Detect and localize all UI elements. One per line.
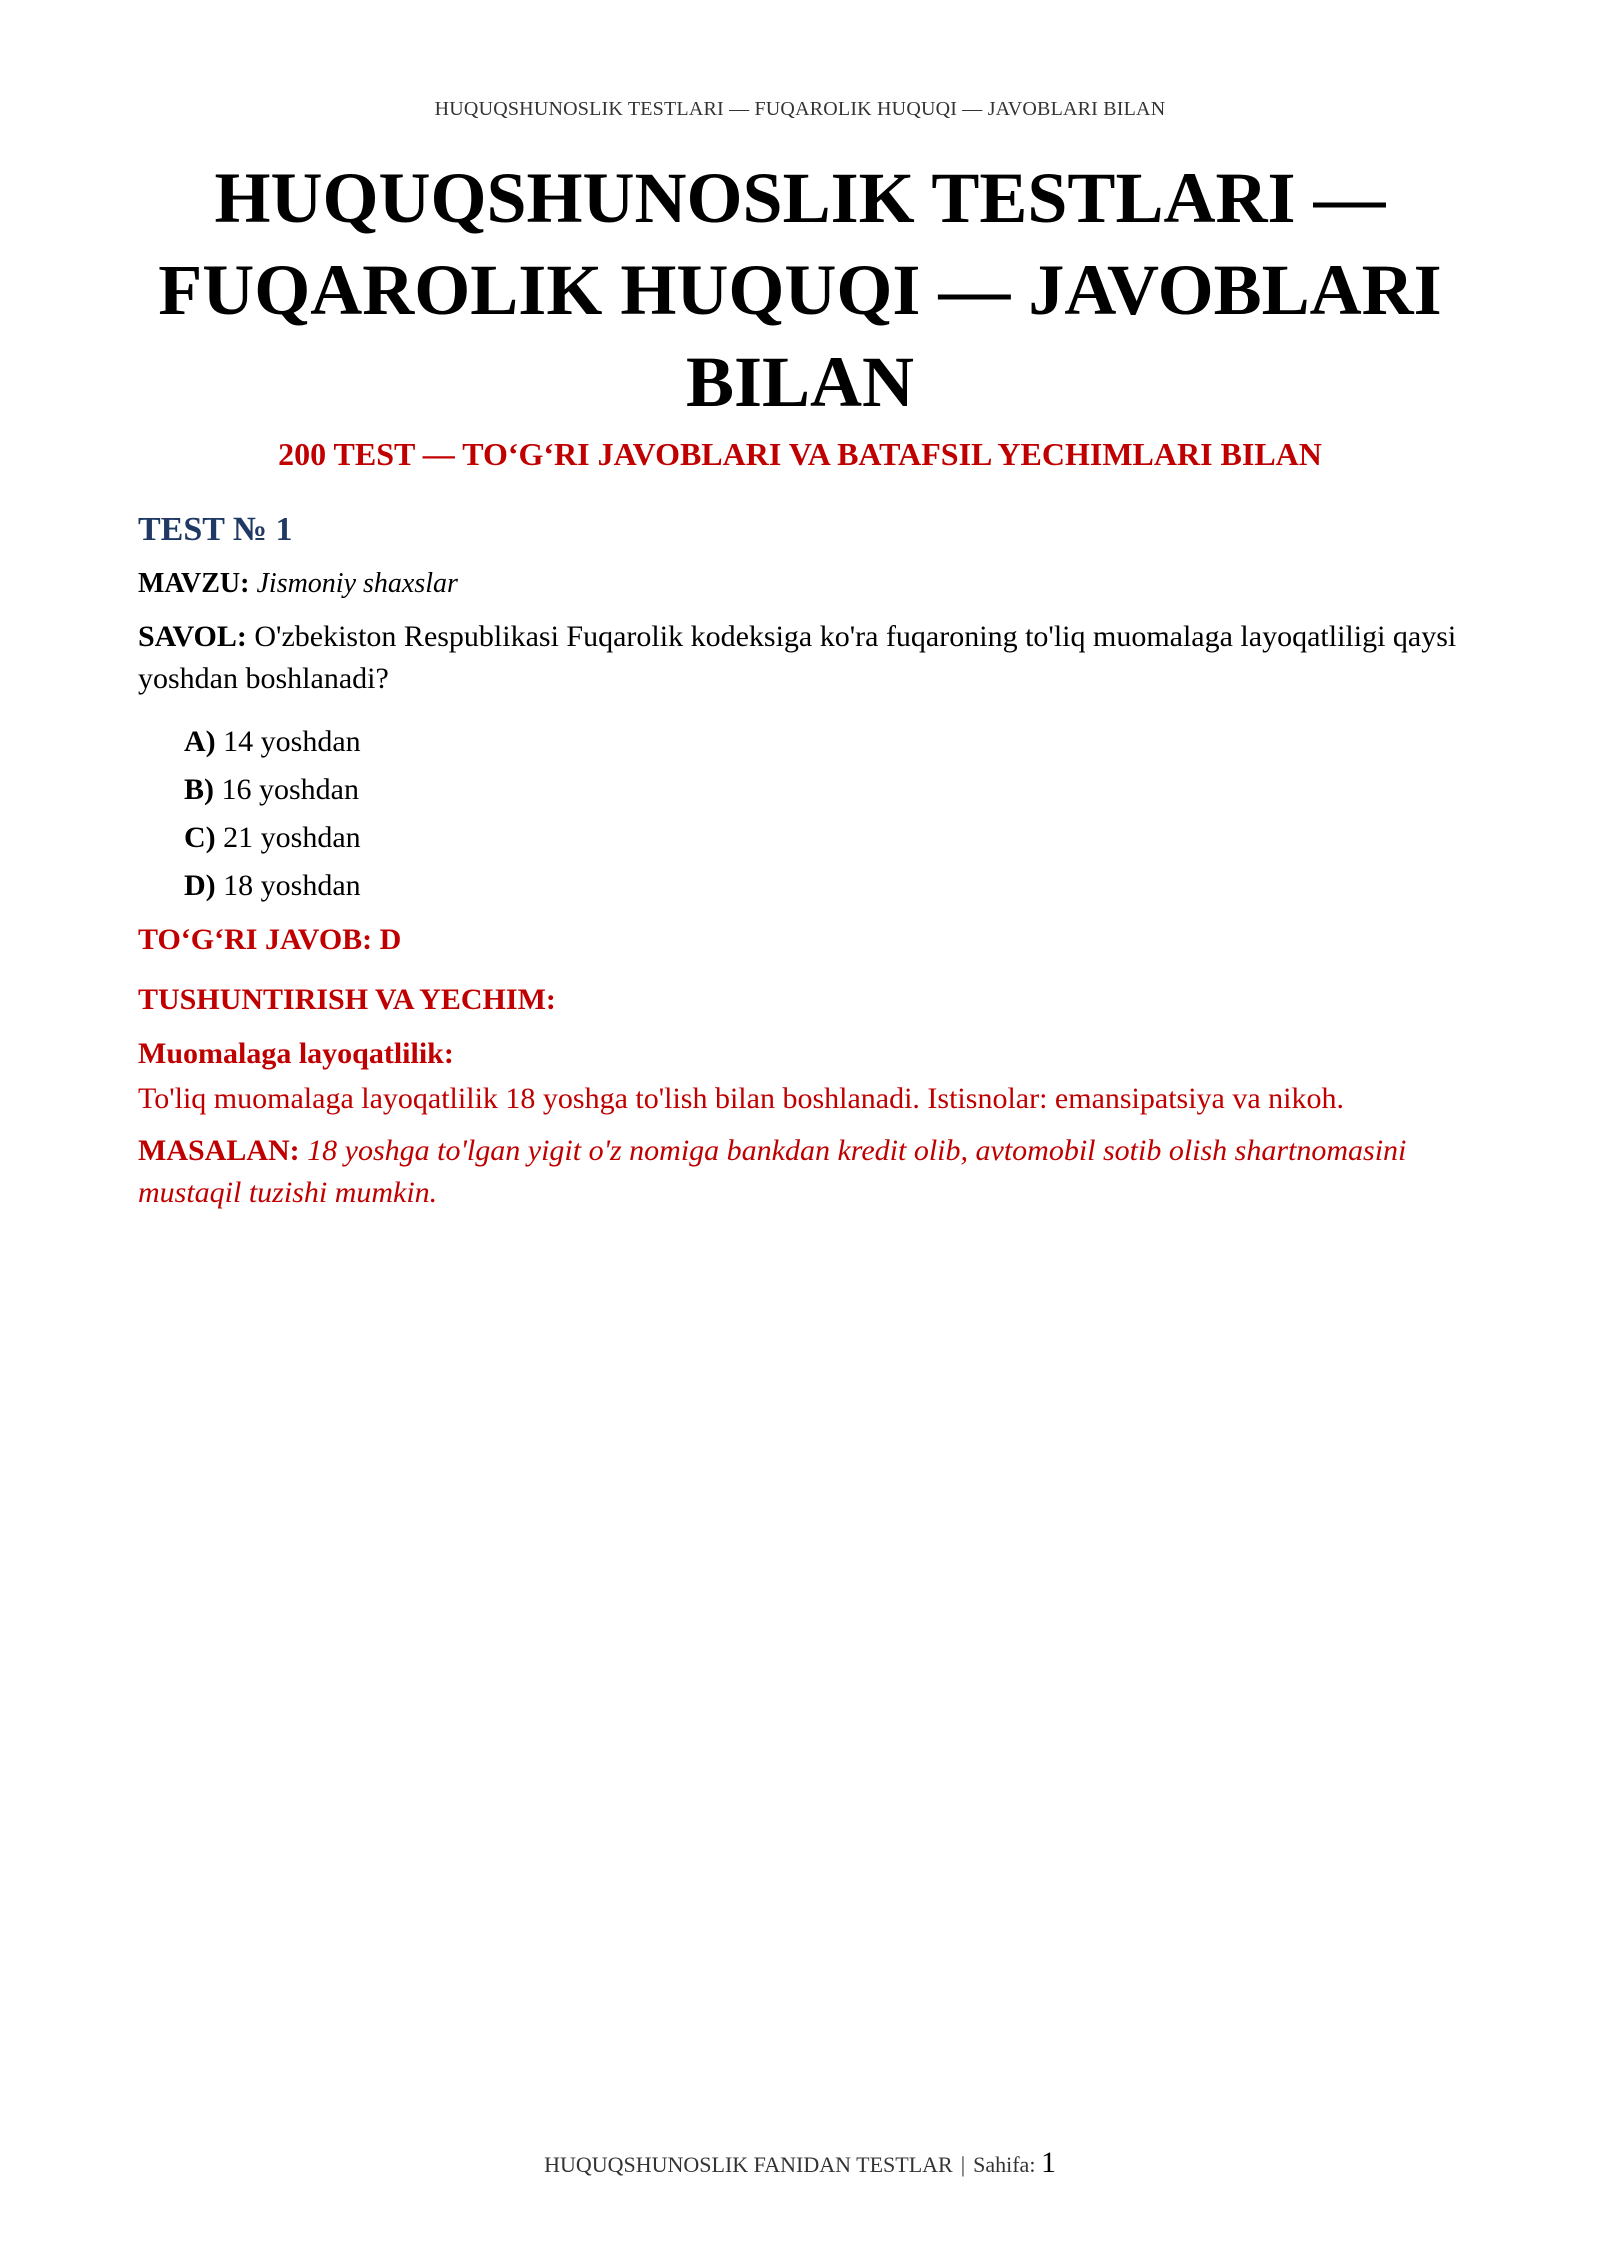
- option-text: 16 yoshdan: [221, 773, 359, 806]
- document-subtitle: 200 TEST — TO‘G‘RI JAVOBLARI VA BATAFSIL YECHIMLARI BILAN: [278, 436, 1322, 472]
- correct-answer: TO‘G‘RI JAVOB: D: [138, 923, 402, 956]
- option-letter: A): [184, 725, 216, 758]
- topic-value: Jismoniy shaxslar: [256, 568, 458, 599]
- example-text: 18 yoshga to'lgan yigit o'z nomiga bankdan kredit olib, avtomobil sotib olish shartnomasini mustaqil tuzishi mumkin.: [138, 1134, 1407, 1209]
- option-letter: C): [184, 821, 216, 854]
- footer-label: HUQUQSHUNOSLIK FANIDAN TESTLAR: [544, 2152, 953, 2177]
- explanation-text: To'liq muomalaga layoqatlilik 18 yoshga to'lish bilan boshlanadi. Istisnolar: emansipatsiya va nikoh.: [138, 1082, 1345, 1115]
- option-d: [184, 862, 1468, 910]
- answer-options: [138, 718, 1468, 910]
- option-a: [184, 718, 1468, 766]
- explanation-subheading: Muomalaga layoqatlilik:: [138, 1037, 454, 1070]
- explanation-heading: TUSHUNTIRISH VA YECHIM:: [138, 983, 556, 1016]
- test-block: [138, 508, 1468, 1214]
- option-c: [184, 814, 1468, 862]
- option-text: 21 yoshdan: [223, 821, 361, 854]
- document-title: HUQUQSHUNOSLIK TESTLARI — FUQAROLIK HUQUQI — JAVOBLARI BILAN: [158, 158, 1442, 422]
- example: [138, 1130, 1468, 1214]
- question-text: O'zbekiston Respublikasi Fuqarolik kodeksiga ko'ra fuqaroning to'liq muomalaga layoqatliligi qaysi yoshdan boshlanadi?: [138, 620, 1457, 695]
- topic-label: MAVZU:: [138, 568, 250, 599]
- page-footer: [0, 2146, 1600, 2180]
- running-header: HUQUQSHUNOSLIK TESTLARI — FUQAROLIK HUQUQI — JAVOBLARI BILAN: [434, 98, 1166, 120]
- option-letter: D): [184, 869, 216, 902]
- question-label: SAVOL:: [138, 620, 247, 653]
- example-label: MASALAN:: [138, 1134, 300, 1167]
- option-b: [184, 766, 1468, 814]
- footer-page-label: Sahifa:: [973, 2152, 1036, 2177]
- test-number: TEST № 1: [138, 511, 293, 548]
- option-text: 18 yoshdan: [223, 869, 361, 902]
- page-number: 1: [1040, 2146, 1056, 2179]
- footer-separator: |: [960, 2152, 966, 2177]
- option-text: 14 yoshdan: [223, 725, 361, 758]
- option-letter: B): [184, 773, 214, 806]
- topic-line: [138, 566, 1468, 602]
- question: [138, 616, 1468, 700]
